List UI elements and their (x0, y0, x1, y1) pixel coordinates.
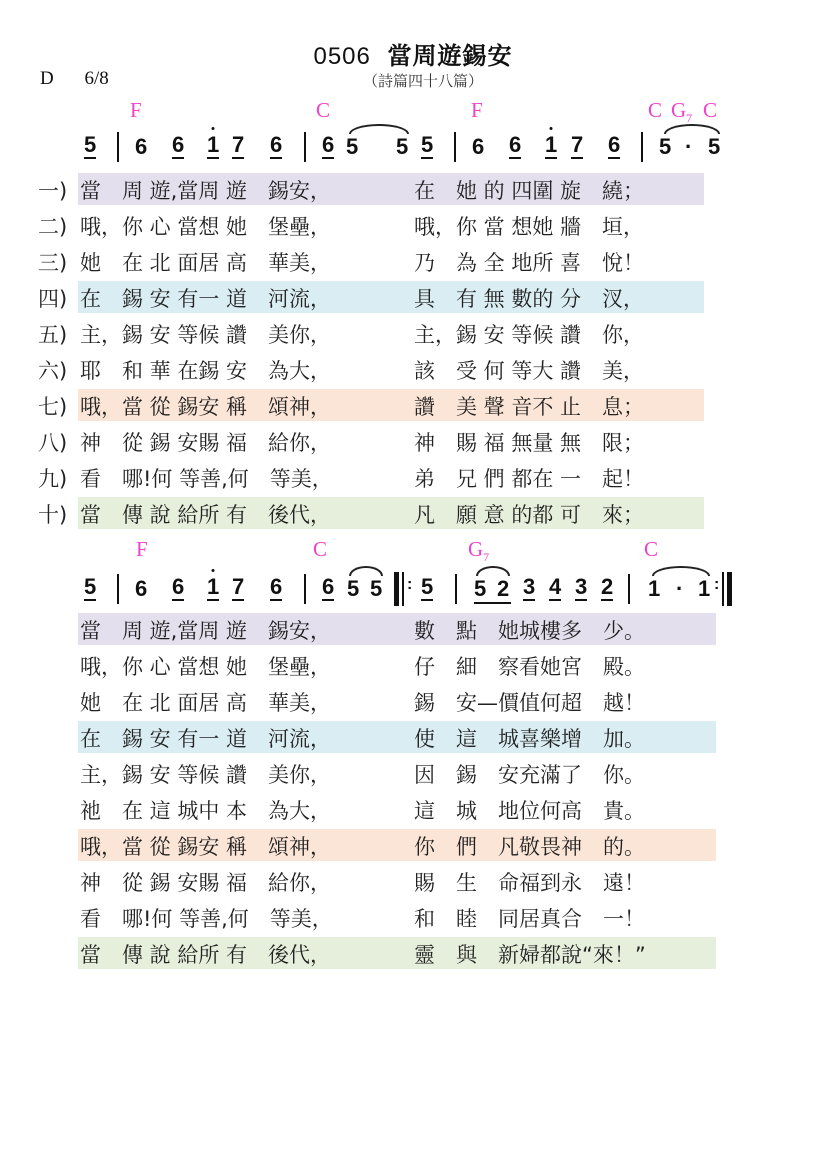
note: 5 (347, 576, 360, 601)
lyric-line-a: 在 錫 安 有一 道 河流， (80, 727, 332, 751)
lyric-line-b: 使 這 城喜樂增 加。 (414, 727, 645, 751)
lyric-line-a: 神 從 錫 安賜 福 給你， (80, 431, 332, 455)
note: 6 (135, 576, 148, 601)
lyric-line-b: 該 受 何 等大 讚 美， (414, 359, 645, 383)
verse-number: 一) (38, 179, 68, 203)
chord-symbol: $G_7$ (468, 537, 490, 565)
beam-underline (474, 602, 511, 604)
tie-arc (349, 124, 409, 134)
note: 3 (575, 574, 588, 599)
lyric-line-b: 賜 生 命福到永 遠！ (414, 871, 645, 895)
note: 6 (135, 134, 148, 159)
lyric-line-a: 耶 和 華 在錫 安 為大， (80, 359, 332, 383)
hymn-subtitle: （詩篇四十八篇） (362, 72, 483, 90)
note: · (676, 576, 684, 601)
note: 3 (523, 574, 536, 599)
lyric-line-a: 當 周 遊,當周 遊 錫安， (80, 619, 332, 643)
verse-number: 六) (38, 359, 68, 383)
note: 1 (648, 576, 661, 601)
bar-line (454, 132, 456, 162)
lyric-line-b: 靈 與 新婦都說“來！” (414, 943, 646, 967)
lyric-line-b: 哦，你 當 想她 牆 垣， (414, 215, 645, 239)
note: 6 (509, 132, 522, 157)
repeat-start-thin (402, 572, 404, 606)
lyric-line-b: 主，錫 安 等候 讚 你， (414, 323, 645, 347)
note: 5 (84, 132, 97, 157)
verse-number: 七) (38, 395, 68, 419)
verse-number: 二) (38, 215, 68, 239)
note: 6 (322, 574, 335, 599)
hymn-number: 0506 (313, 43, 371, 70)
chord-symbol: C (644, 537, 659, 561)
lyric-line-b: 數 點 她城樓多 少。 (414, 619, 645, 643)
lyric-line-a: 哦，當 從 錫安 稱 頌神， (80, 395, 332, 419)
note: 1 (698, 576, 711, 601)
lyric-line-b: 凡 願 意 的都 可 來； (414, 503, 645, 527)
note: 6 (472, 134, 485, 159)
lyric-line-b: 讚 美 聲 音不 止 息； (414, 395, 645, 419)
key-label: D (40, 68, 54, 89)
tie-arc (476, 566, 510, 576)
chord-subscript: 7 (483, 550, 490, 565)
note: 5 (474, 576, 487, 601)
lyric-line-a: 當 周 遊,當周 遊 錫安， (80, 179, 332, 203)
lyric-line-a: 哦，你 心 當想 她 堡壘， (80, 215, 332, 239)
high-octave-dot (212, 127, 215, 130)
note: 2 (497, 576, 510, 601)
bar-line (117, 574, 119, 604)
chord-subscript: 7 (686, 111, 693, 126)
note: 5 (370, 576, 383, 601)
note: 7 (232, 574, 245, 599)
chord-symbol: C (316, 98, 331, 122)
lyric-line-b: 在 她 的 四圍 旋 繞； (414, 179, 645, 203)
high-octave-dot (550, 127, 553, 130)
verse-number: 三) (38, 251, 68, 275)
bar-line (117, 132, 119, 162)
chord-symbol: C (648, 98, 663, 122)
note: 1 (207, 576, 219, 601)
bar-line (641, 132, 643, 162)
verse-number: 五) (38, 323, 68, 347)
chord-symbol: F (471, 98, 483, 122)
lyric-line-b: 仔 細 察看她宮 殿。 (414, 655, 645, 679)
lyric-line-a: 哦，當 從 錫安 稱 頌神， (80, 835, 332, 859)
repeat-start-thick (394, 572, 399, 606)
lyric-line-a: 當 傳 說 給所 有 後代， (80, 503, 332, 527)
hymn-title: 當周遊錫安 (387, 42, 513, 70)
lyric-line-a: 祂 在 這 城中 本 為大， (80, 799, 332, 823)
lyric-line-b: 乃 為 全 地所 喜 悅！ (414, 251, 645, 275)
lyric-line-a: 她 在 北 面居 高 華美， (80, 251, 332, 275)
note: 5 (708, 134, 721, 159)
chord-symbol: C (313, 537, 328, 561)
note: · (685, 134, 693, 159)
lyric-line-b: 弟 兄 們 都在 一 起！ (414, 467, 645, 491)
lyric-line-a: 在 錫 安 有一 道 河流， (80, 287, 332, 311)
chord-symbol: F (130, 98, 142, 122)
lyric-line-a: 哦，你 心 當想 她 堡壘， (80, 655, 332, 679)
lyric-line-a: 主，錫 安 等候 讚 美你， (80, 763, 332, 787)
time-signature: 6/8 (84, 68, 109, 89)
lyric-line-b: 因 錫 安充滿了 你。 (414, 763, 645, 787)
note: 5 (659, 134, 672, 159)
lyric-line-a: 她 在 北 面居 高 華美， (80, 691, 332, 715)
lyric-line-a: 看 哪!何 等善,何 等美， (80, 907, 333, 931)
repeat-end-thick (727, 572, 732, 606)
tie-arc (349, 566, 383, 576)
repeat-dots: : (714, 576, 720, 593)
note: 5 (84, 574, 97, 599)
bar-line (304, 574, 306, 604)
note: 5 (421, 574, 434, 599)
chord-symbol: $G_7$ (671, 98, 693, 126)
note: 1 (207, 134, 219, 159)
lyric-line-b: 和 睦 同居真合 一！ (414, 907, 645, 931)
note: 6 (172, 132, 185, 157)
note: 7 (571, 132, 584, 157)
note: 5 (346, 134, 359, 159)
note: 6 (270, 132, 283, 157)
verse-number: 九) (38, 467, 68, 491)
bar-line (304, 132, 306, 162)
chord-symbol: C (703, 98, 718, 122)
lyric-line-b: 這 城 地位何高 貴。 (414, 799, 645, 823)
note: 6 (270, 574, 283, 599)
repeat-dots: : (407, 576, 413, 593)
lyric-line-a: 主，錫 安 等候 讚 美你， (80, 323, 332, 347)
note: 5 (396, 134, 409, 159)
note: 5 (421, 132, 434, 157)
repeat-end-thin (722, 572, 724, 606)
note: 7 (232, 132, 245, 157)
note: 1 (545, 134, 557, 159)
verse-number: 八) (38, 431, 68, 455)
lyric-line-a: 神 從 錫 安賜 福 給你， (80, 871, 332, 895)
bar-line (455, 574, 457, 604)
page-title (0, 36, 826, 71)
note: 6 (608, 132, 621, 157)
bar-line (628, 574, 630, 604)
lyric-line-b: 錫 安—價值何超 越！ (414, 691, 645, 715)
lyric-line-a: 看 哪!何 等善,何 等美， (80, 467, 333, 491)
high-octave-dot (212, 569, 215, 572)
tie-arc (652, 566, 710, 576)
lyric-line-b: 神 賜 福 無量 無 限； (414, 431, 645, 455)
lyric-line-b: 具 有 無 數的 分 汊， (414, 287, 645, 311)
note: 2 (601, 574, 614, 599)
lyric-line-a: 當 傳 說 給所 有 後代， (80, 943, 332, 967)
verse-number: 十) (38, 503, 68, 527)
note: 6 (322, 132, 335, 157)
chord-symbol: F (136, 537, 148, 561)
note: 4 (549, 574, 562, 599)
lyric-line-b: 你 們 凡敬畏神 的。 (414, 835, 645, 859)
note: 6 (172, 574, 185, 599)
verse-number: 四) (38, 287, 68, 311)
